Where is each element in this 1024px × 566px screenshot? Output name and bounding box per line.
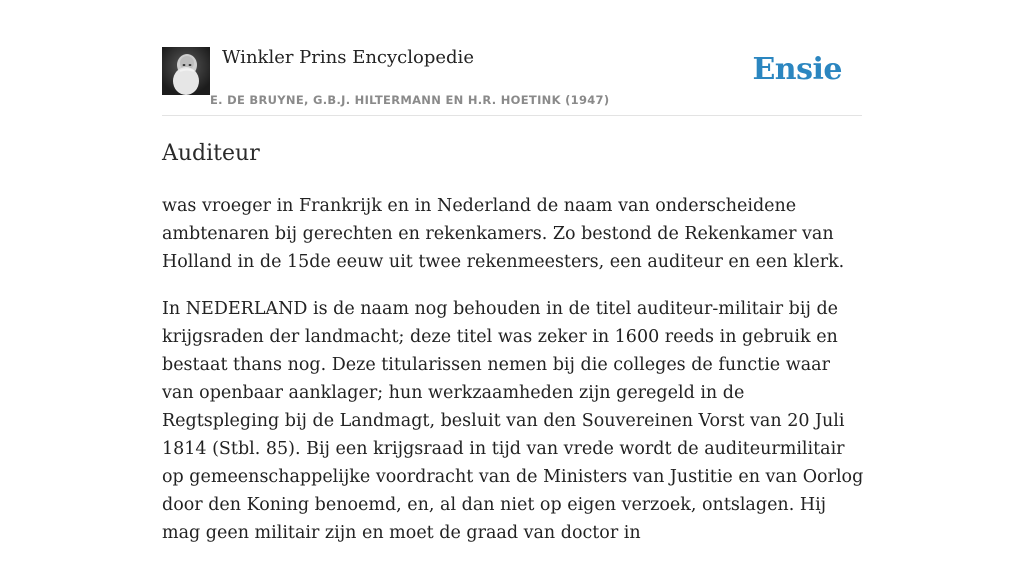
avatar[interactable] <box>162 47 210 95</box>
entry-paragraph: was vroeger in Frankrijk en in Nederland de naam van onderscheidene ambtenaren bij gerechten en rekenkamers. Zo bestond de Rekenkamer van Holland in de 15de eeuw uit twee rekenmeesters, een auditeur en een klerk. <box>162 196 845 272</box>
portrait-photo-icon <box>162 47 210 95</box>
entry-paragraph: In NEDERLAND is de naam nog behouden in de titel auditeur-militair bij de krijgsraden der landmacht; deze titel was zeker in 1600 reeds in gebruik en bestaat thans nog. Deze titularissen nemen bij die colleges de functie waar van openbaar aanklager; hun werkzaamheden zijn geregeld in de Regtspleging bij de Landmagt, besluit van den Souvereinen Vorst van 20 Juli 1814 (Stbl. 85). Bij een krijgsraad in tijd van vrede wordt de auditeurmilitair op gemeenschappelijke voordracht van de Ministers van Justitie en van Oorlog door den Koning benoemd, en, al dan niet op eigen verzoek, ontslagen. Hij mag geen militair zijn en moet de graad van doctor in <box>162 299 864 543</box>
source-header <box>162 46 862 116</box>
brand-logo[interactable]: Ensie <box>752 52 842 87</box>
source-title[interactable]: Winkler Prins Encyclopedie <box>222 47 474 68</box>
entry-title: Auditeur <box>162 141 260 166</box>
source-authors: E. DE BRUYNE, G.B.J. HILTERMANN EN H.R. HOETINK (1947) <box>210 93 610 107</box>
entry-body <box>162 192 866 566</box>
header-divider <box>162 115 862 116</box>
